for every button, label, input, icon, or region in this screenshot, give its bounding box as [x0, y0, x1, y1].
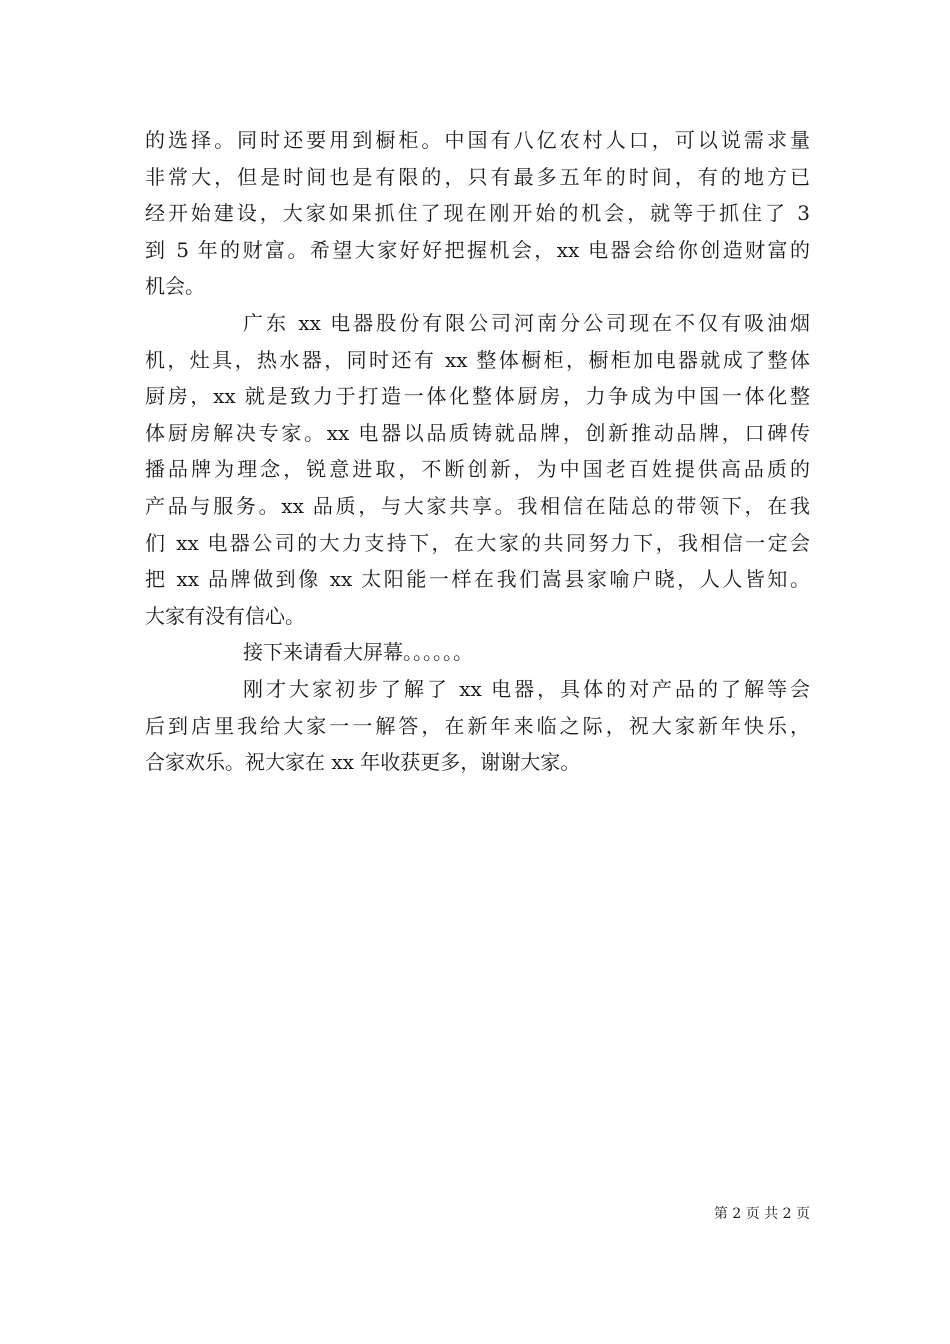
paragraph-first-line: 接下来请看大屏幕。。。。。。 [243, 640, 473, 665]
text-line: 机会。 [145, 274, 205, 299]
text-line: 的选择。同时还要用到橱柜。中国有八亿农村人口，可以说需求量 [145, 128, 810, 152]
text-line: 大家有没有信心。 [145, 603, 305, 628]
text-line: 合家欢乐。祝大家在 xx 年收获更多，谢谢大家。 [145, 750, 581, 775]
text-line: 机，灶具，热水器，同时还有 xx 整体橱柜，橱柜加电器就成了整体 [145, 347, 810, 372]
text-line: 经开始建设，大家如果抓住了现在刚开始的机会，就等于抓住了 3 [145, 201, 810, 226]
text-line: 厨房，xx 就是致力于打造一体化整体厨房，力争成为中国一体化整 [145, 384, 810, 409]
text-line: 们 xx 电器公司的大力支持下，在大家的共同努力下，我相信一定会 [145, 530, 810, 555]
page-number-footer: 第 2 页 共 2 页 [713, 1206, 810, 1222]
document-body [145, 122, 810, 781]
text-line: 产品与服务。xx 品质，与大家共享。我相信在陆总的带领下，在我 [145, 493, 810, 518]
text-line: 播品牌为理念，锐意进取，不断创新，为中国老百姓提供高品质的 [145, 457, 810, 482]
paragraph-first-line: 广东 xx 电器股份有限公司河南分公司现在不仅有吸油烟 [243, 310, 810, 335]
text-line: 把 xx 品牌做到像 xx 太阳能一样在我们嵩县家喻户晓，人人皆知。 [145, 567, 810, 592]
text-line: 非常大，但是时间也是有限的，只有最多五年的时间，有的地方已 [145, 164, 810, 189]
text-line: 后到店里我给大家一一解答，在新年来临之际，祝大家新年快乐， [145, 713, 810, 738]
paragraph-first-line: 刚才大家初步了解了 xx 电器，具体的对产品的了解等会 [243, 676, 810, 701]
text-line: 体厨房解决专家。xx 电器以品质铸就品牌，创新推动品牌，口碑传 [145, 420, 810, 445]
text-line: 到 5 年的财富。希望大家好好把握机会，xx 电器会给你创造财富的 [145, 237, 810, 262]
